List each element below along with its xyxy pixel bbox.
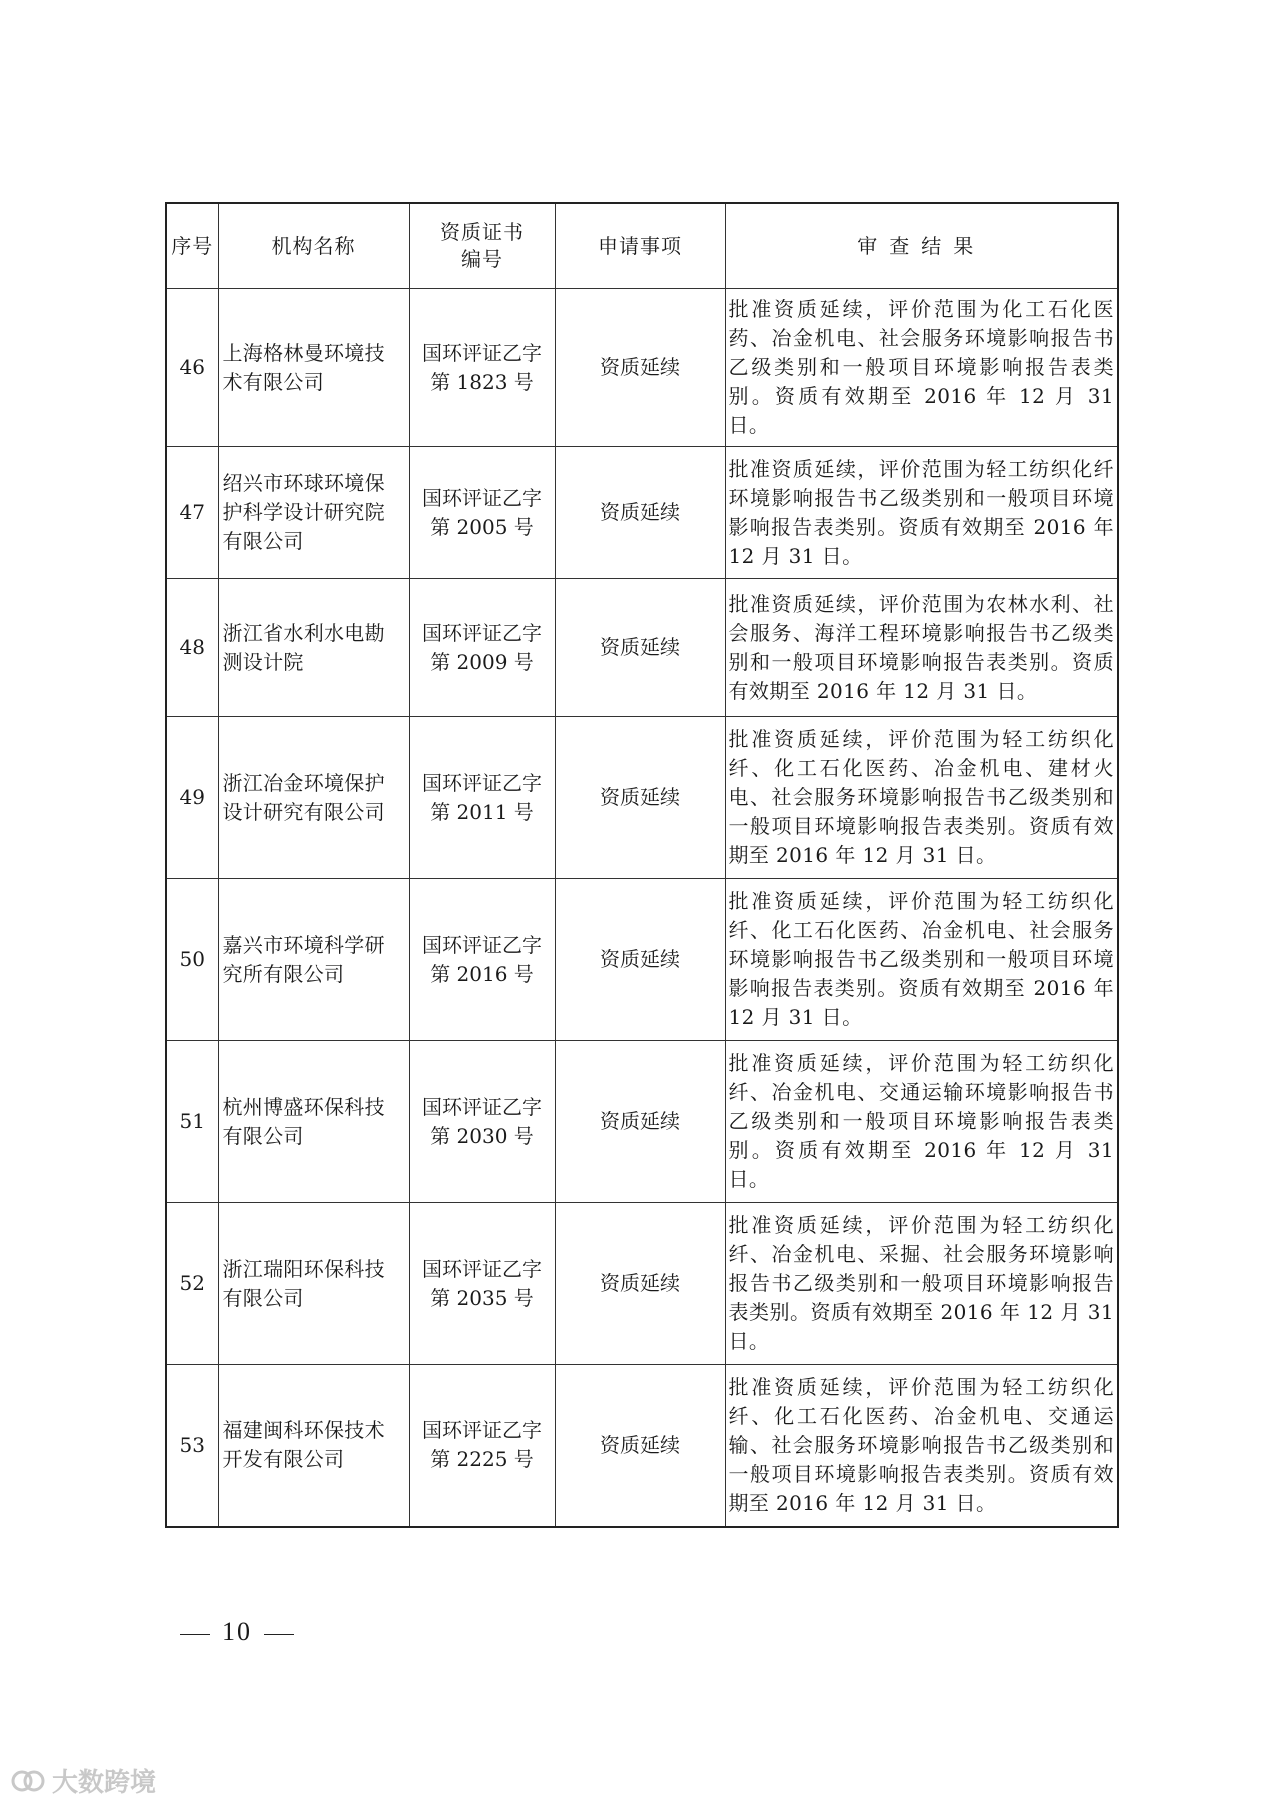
cell-cert-number (409, 447, 555, 579)
page-number-value: 10 (222, 1617, 252, 1646)
cell-review-result: 批准资质延续，评价范围为化工石化医药、冶金机电、社会服务环境影响报告书乙级类别和一般项目环境影响报告表类别。资质有效期至 2016 年 12 月 31 日。 (725, 289, 1118, 447)
cell-review-result: 批准资质延续，评价范围为轻工纺织化纤、冶金机电、交通运输环境影响报告书乙级类别和一般项目环境影响报告表类别。资质有效期至 2016 年 12 月 31 日。 (725, 1041, 1118, 1203)
org-name-line: 上海格林曼环境技 (222, 340, 385, 365)
page-number-dash-left (180, 1634, 210, 1635)
cert-number-line: 第 2016 号 (430, 961, 534, 986)
cert-number-line: 国环评证乙字 (422, 485, 542, 510)
cell-seq: 48 (166, 579, 218, 717)
org-name-line: 有限公司 (222, 1285, 304, 1310)
review-results-table (165, 202, 1119, 1528)
cell-cert-number (409, 579, 555, 717)
org-name-line: 术有限公司 (222, 369, 324, 394)
cell-seq: 50 (166, 879, 218, 1041)
org-name-line: 福建闽科环保技术 (222, 1418, 385, 1443)
org-name-line: 有限公司 (222, 1123, 304, 1148)
table-row (166, 289, 1118, 447)
header-cert-line-2: 编号 (461, 247, 503, 271)
org-name-line: 测设计院 (222, 649, 304, 674)
cell-cert-number (409, 717, 555, 879)
cell-cert-number (409, 1041, 555, 1203)
cell-seq: 53 (166, 1365, 218, 1527)
cell-application: 资质延续 (555, 1203, 725, 1365)
cell-review-result: 批准资质延续，评价范围为轻工纺织化纤、化工石化医药、冶金机电、交通运输、社会服务环境影响报告书乙级类别和一般项目环境影响报告表类别。资质有效期至 2016 年 12 月 31 日。 (725, 1365, 1118, 1527)
header-cert-line-1: 资质证书 (440, 220, 524, 244)
cell-org-name (218, 879, 409, 1041)
header-result: 审查结果 (725, 203, 1118, 289)
cell-org-name (218, 1365, 409, 1527)
header-application: 申请事项 (555, 203, 725, 289)
cert-number-line: 国环评证乙字 (422, 1418, 542, 1443)
org-name-line: 浙江冶金环境保护 (222, 770, 385, 795)
org-name-line: 浙江瑞阳环保科技 (222, 1256, 385, 1281)
cert-number-line: 国环评证乙字 (422, 620, 542, 645)
table-body (166, 289, 1118, 1527)
cell-cert-number (409, 1365, 555, 1527)
cell-review-result: 批准资质延续，评价范围为轻工纺织化纤、化工石化医药、冶金机电、社会服务环境影响报告书乙级类别和一般项目环境影响报告表类别。资质有效期至 2016 年 12 月 31 日。 (725, 879, 1118, 1041)
header-seq: 序号 (166, 203, 218, 289)
cell-application: 资质延续 (555, 579, 725, 717)
cert-number-line: 第 2035 号 (430, 1285, 534, 1310)
page-number-dash-right (264, 1634, 294, 1635)
cell-cert-number (409, 1203, 555, 1365)
cell-review-result: 批准资质延续，评价范围为农林水利、社会服务、海洋工程环境影响报告书乙级类别和一般项目环境影响报告表类别。资质有效期至 2016 年 12 月 31 日。 (725, 579, 1118, 717)
cert-number-line: 第 2030 号 (430, 1123, 534, 1148)
table-row (166, 1365, 1118, 1527)
cell-review-result: 批准资质延续，评价范围为轻工纺织化纤、化工石化医药、冶金机电、建材火电、社会服务环境影响报告书乙级类别和一般项目环境影响报告表类别。资质有效期至 2016 年 12 月 31 日。 (725, 717, 1118, 879)
org-name-line: 杭州博盛环保科技 (222, 1094, 385, 1119)
cell-org-name (218, 1203, 409, 1365)
org-name-line: 绍兴市环球环境保 (222, 471, 385, 495)
cell-org-name (218, 1041, 409, 1203)
cell-seq: 47 (166, 447, 218, 579)
cell-application: 资质延续 (555, 879, 725, 1041)
org-name-line: 浙江省水利水电勘 (222, 620, 385, 645)
cell-application: 资质延续 (555, 447, 725, 579)
cert-number-line: 国环评证乙字 (422, 770, 542, 795)
cell-application: 资质延续 (555, 717, 725, 879)
cell-org-name (218, 289, 409, 447)
watermark (10, 1762, 156, 1799)
cell-org-name (218, 579, 409, 717)
table-row (166, 1203, 1118, 1365)
org-name-line: 有限公司 (222, 529, 304, 553)
watermark-text: 大数跨境 (52, 1768, 157, 1798)
cell-application: 资质延续 (555, 289, 725, 447)
watermark-logo-icon (10, 1766, 46, 1796)
cert-number-line: 第 2225 号 (430, 1447, 534, 1472)
org-name-line: 护科学设计研究院 (222, 500, 385, 524)
cell-seq: 46 (166, 289, 218, 447)
cell-application: 资质延续 (555, 1365, 725, 1527)
cert-number-line: 第 2011 号 (430, 799, 534, 824)
cert-number-line: 国环评证乙字 (422, 340, 542, 365)
org-name-line: 嘉兴市环境科学研 (222, 932, 385, 957)
org-name-line: 设计研究有限公司 (222, 799, 385, 824)
org-name-line: 究所有限公司 (222, 961, 345, 986)
org-name-line: 开发有限公司 (222, 1447, 345, 1472)
cell-org-name (218, 447, 409, 579)
table-row (166, 717, 1118, 879)
table-row (166, 879, 1118, 1041)
cell-seq: 49 (166, 717, 218, 879)
table-row (166, 447, 1118, 579)
table-header-row (166, 203, 1118, 289)
table-row (166, 579, 1118, 717)
cert-number-line: 国环评证乙字 (422, 1256, 542, 1281)
cell-review-result: 批准资质延续，评价范围为轻工纺织化纤、冶金机电、采掘、社会服务环境影响报告书乙级类别和一般项目环境影响报告表类别。资质有效期至 2016 年 12 月 31 日。 (725, 1203, 1118, 1365)
header-name: 机构名称 (218, 203, 409, 289)
cert-number-line: 国环评证乙字 (422, 932, 542, 957)
cell-cert-number (409, 879, 555, 1041)
table-row (166, 1041, 1118, 1203)
cell-org-name (218, 717, 409, 879)
cell-seq: 52 (166, 1203, 218, 1365)
page-number (168, 1617, 306, 1647)
cell-application: 资质延续 (555, 1041, 725, 1203)
cert-number-line: 国环评证乙字 (422, 1094, 542, 1119)
cert-number-line: 第 2005 号 (430, 514, 534, 539)
cell-cert-number (409, 289, 555, 447)
header-cert (409, 203, 555, 289)
cert-number-line: 第 2009 号 (430, 649, 534, 674)
cell-seq: 51 (166, 1041, 218, 1203)
cell-review-result: 批准资质延续，评价范围为轻工纺织化纤环境影响报告书乙级类别和一般项目环境影响报告表类别。资质有效期至 2016 年 12 月 31 日。 (725, 447, 1118, 579)
cert-number-line: 第 1823 号 (430, 369, 534, 394)
